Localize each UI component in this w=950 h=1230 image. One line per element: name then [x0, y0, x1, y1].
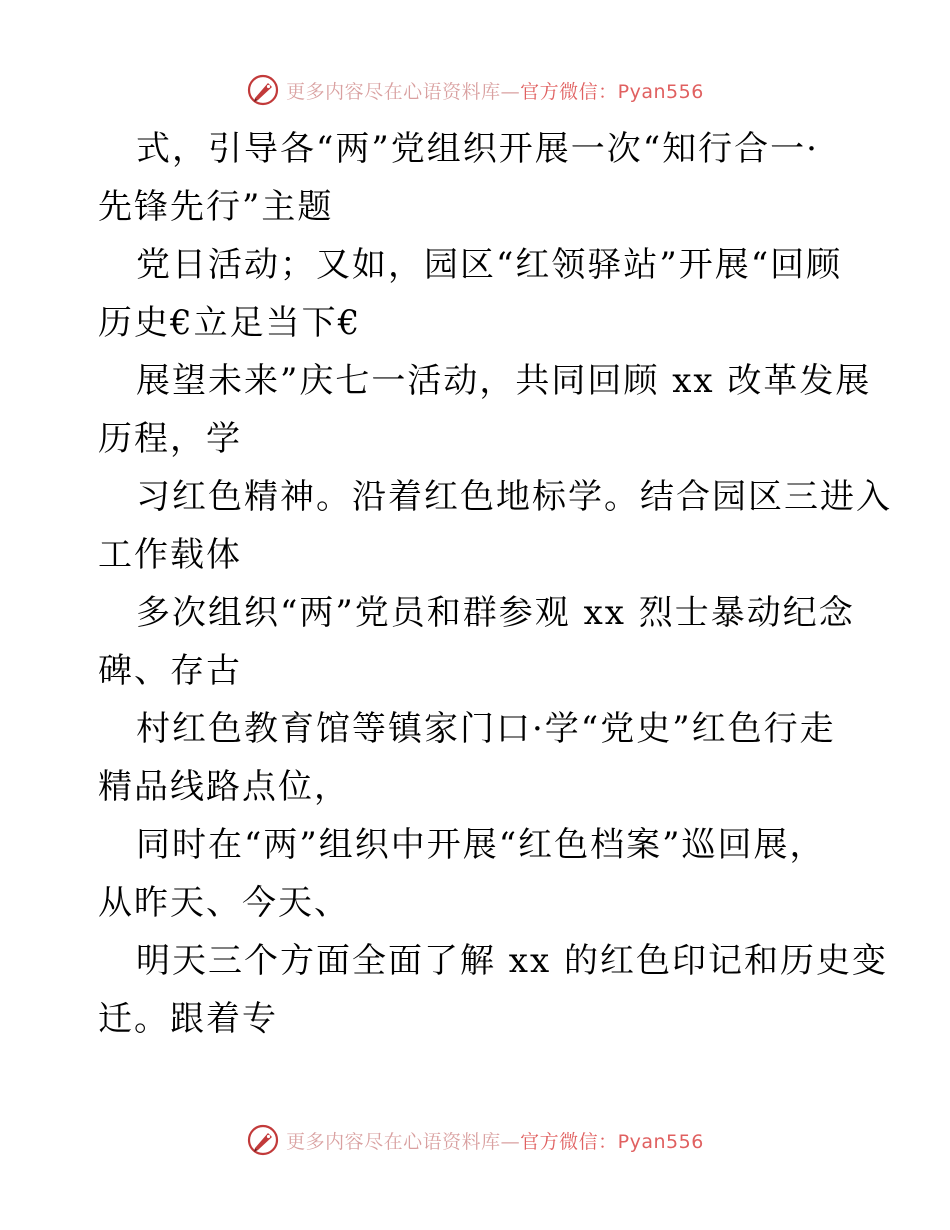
text-line: 习红色精神。沿着红色地标学。结合园区三进入	[136, 477, 892, 517]
text-line: 历史€立足当下€	[98, 303, 362, 343]
text-line: 工作载体	[98, 535, 242, 575]
footer-brand-label: 更多内容尽在心语资料库—	[286, 1130, 521, 1153]
footer-brand-text	[286, 1127, 704, 1154]
header-brand-label: 更多内容尽在心语资料库—	[286, 80, 521, 103]
pen-nib-logo-icon	[246, 1123, 280, 1157]
text-line: 式，引导各“两”党组织开展一次“知行合一·	[136, 129, 819, 169]
footer-wechat-label: 官方微信：Pyan556	[520, 1130, 704, 1153]
text-line: 多次组织“两”党员和群参观 xx 烈士暴动纪念	[136, 593, 855, 633]
header-banner-content[interactable]	[246, 73, 704, 107]
text-line: 同时在“两”组织中开展“红色档案”巡回展，	[136, 825, 826, 865]
text-line: 展望未来”庆七一活动，共同回顾 xx 改革发展	[136, 361, 872, 401]
document-body	[98, 120, 892, 1048]
text-line: 碑、存古	[98, 651, 242, 691]
text-line: 村红色教育馆等镇家门口·学“党史”红色行走	[136, 709, 836, 749]
header-wechat-label: 官方微信：Pyan556	[520, 80, 704, 103]
footer-banner	[0, 1120, 950, 1160]
header-banner	[0, 70, 950, 110]
text-line: 明天三个方面全面了解 xx 的红色印记和历史变	[136, 941, 888, 981]
text-line: 先锋先行”主题	[98, 187, 334, 227]
pen-nib-logo-icon	[246, 73, 280, 107]
text-line: 从昨天、今天、	[98, 883, 350, 923]
footer-banner-content[interactable]	[246, 1123, 704, 1157]
header-brand-text	[286, 77, 704, 104]
text-line: 党日活动；又如，园区“红领驿站”开展“回顾	[136, 245, 843, 285]
text-line: 历程，学	[98, 419, 242, 459]
text-line: 精品线路点位，	[98, 767, 350, 807]
text-line: 迁。跟着专	[98, 999, 278, 1039]
